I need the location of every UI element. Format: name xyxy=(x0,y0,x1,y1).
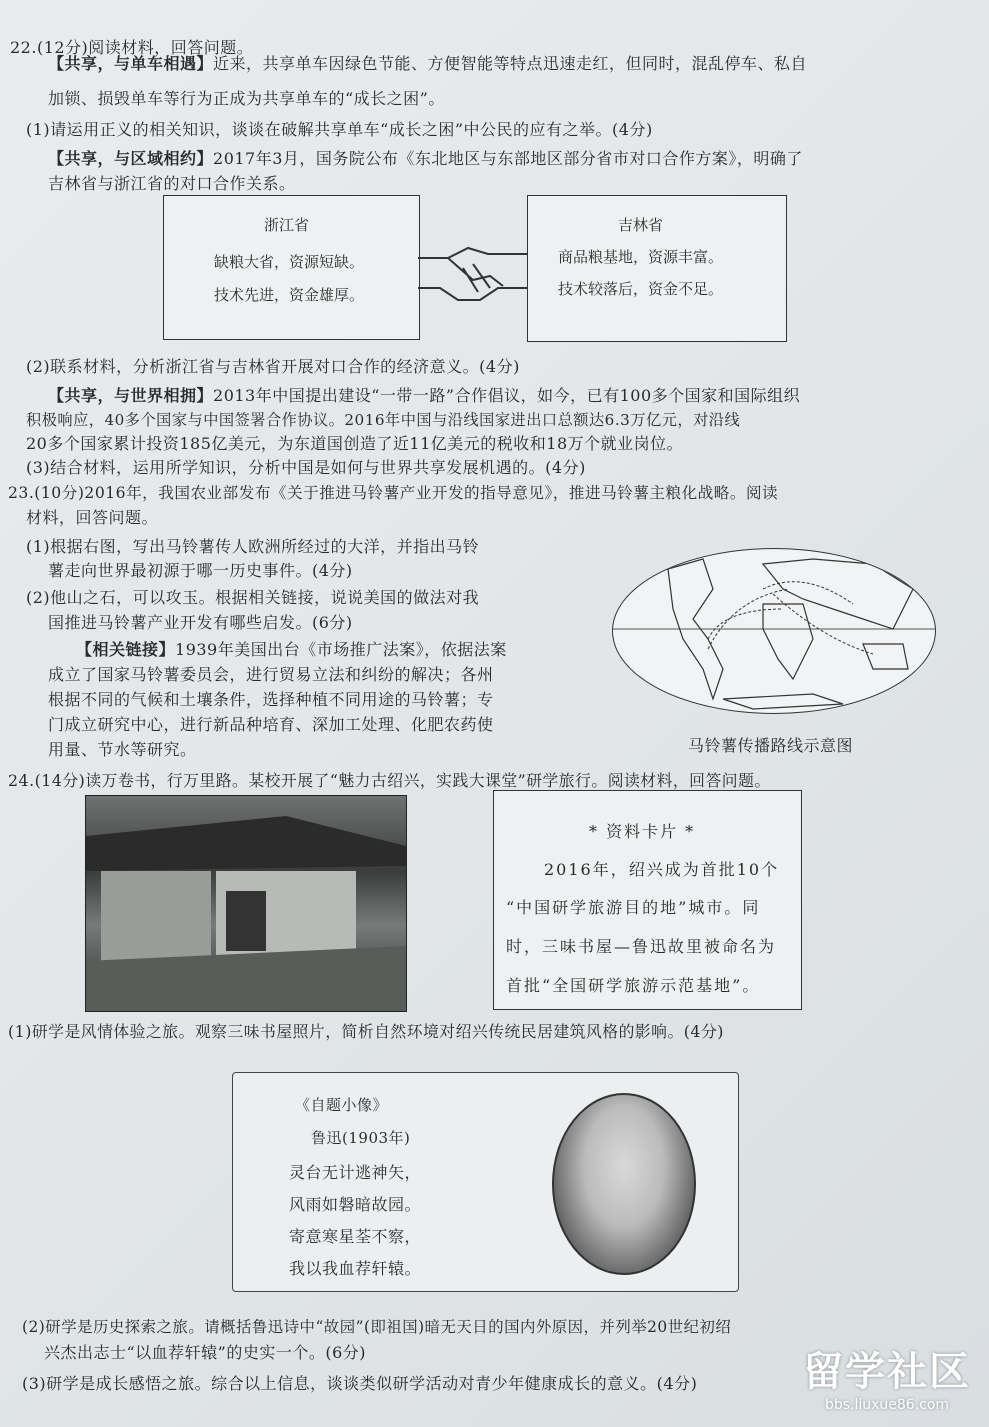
q22-material-2-line2: 吉林省与浙江省的对口合作关系。 xyxy=(48,174,296,193)
watermark-url: bbs.liuxue86.com xyxy=(824,1397,950,1413)
jilin-line1: 商品粮基地，资源丰富。 xyxy=(558,248,724,266)
card-line4: 首批“全国研学旅游示范基地”。 xyxy=(506,976,761,995)
q23-link-line2: 成立了国家马铃薯委员会，进行贸易立法和纠纷的解决；各州 xyxy=(48,665,494,684)
q23-link-line4: 门成立研究中心，进行新品种培育、深加工处理、化肥农药使 xyxy=(48,715,494,734)
q23-question-2: (2)他山之石，可以攻玉。根据相关链接，说说美国的做法对我 xyxy=(26,588,480,607)
q24-heading: 24.(14分)读万卷书，行万里路。某校开展了“魅力古绍兴，实践大课堂”研学旅行。阅读材料，回答问题。 xyxy=(8,771,771,790)
q23-link-line3: 根据不同的气候和土壤条件，选择种植不同用途的马铃薯；专 xyxy=(48,690,494,709)
q23-question-1: (1)根据右图，写出马铃薯传人欧洲所经过的大洋，并指出马铃 xyxy=(26,537,480,556)
q22-material-3-line3: 20多个国家累计投资185亿美元，为东道国创造了近11亿美元的税收和18万个就业岗位。 xyxy=(26,434,684,453)
card-line2: “中国研学旅游目的地”城市。同 xyxy=(506,898,761,917)
luxun-portrait xyxy=(552,1093,696,1275)
q24-question-1: (1)研学是风情体验之旅。观察三味书屋照片，简析自然环境对绍兴传统民居建筑风格的影响。(4分) xyxy=(8,1022,724,1041)
poem-author: 鲁迅(1903年) xyxy=(311,1129,411,1147)
q23-heading: 23.(10分)2016年，我国农业部发布《关于推进马铃薯产业开发的指导意见》，推进马铃薯主粮化战略。阅读 xyxy=(8,484,779,502)
q22-question-1: (1)请运用正义的相关知识，谈谈在破解共享单车“成长之困”中公民的应有之举。(4分) xyxy=(26,120,653,139)
jilin-box xyxy=(527,195,787,342)
q22-question-2: (2)联系材料，分析浙江省与吉林省开展对口合作的经济意义。(4分) xyxy=(26,357,520,376)
zhejiang-box xyxy=(163,195,420,340)
q22-material-3 xyxy=(48,386,800,406)
q24-question-2: (2)研学是历史探索之旅。请概括鲁迅诗中“故园”(即祖国)暗无天日的国内外原因，并列举20世纪初绍 xyxy=(22,1318,732,1336)
poem-line2: 风雨如磐暗故园。 xyxy=(289,1195,422,1214)
q22-material-1-line2: 加锁、损毁单车等行为正成为共享单车的“成长之困”。 xyxy=(48,89,445,108)
card-line1: 2016年，绍兴成为首批10个 xyxy=(544,860,780,879)
q23-heading-line2: 材料，回答问题。 xyxy=(26,508,159,527)
jilin-name: 吉林省 xyxy=(618,216,664,234)
zhejiang-line1: 缺粮大省，资源短缺。 xyxy=(214,253,365,271)
zhejiang-line2: 技术先进，资金雄厚。 xyxy=(214,286,365,304)
q23-question-1-line2: 薯走向世界最初源于哪一历史事件。(4分) xyxy=(48,561,353,580)
map-caption: 马铃薯传播路线示意图 xyxy=(688,736,854,755)
q22-material-3-line2: 积极响应，40多个国家与中国签署合作协议。2016年中国与沿线国家进出口总额达6.3万亿元，对沿线 xyxy=(26,411,741,429)
zhejiang-name: 浙江省 xyxy=(264,216,310,234)
sanwei-study-photo xyxy=(85,795,407,1012)
card-line3: 时，三味书屋—鲁迅故里被命名为 xyxy=(506,937,777,956)
material-title: 【共享，与单车相遇】 xyxy=(48,54,214,73)
watermark-logo: 留学社区 xyxy=(803,1349,971,1395)
q23-related-link xyxy=(76,640,507,660)
q23-question-2-line2: 国推进马铃薯产业开发有哪些启发。(6分) xyxy=(48,613,353,632)
q22-heading: 22.(12分)阅读材料，回答问题。 xyxy=(10,38,254,57)
q22-material-2 xyxy=(48,149,803,169)
material-text: 2017年3月，国务院公布《东北地区与东部地区部分省市对口合作方案》，明确了 xyxy=(213,149,803,168)
q22-question-3: (3)结合材料，运用所学知识，分析中国是如何与世界共享发展机遇的。(4分) xyxy=(26,458,586,477)
handshake-icon xyxy=(418,240,528,310)
q24-question-3: (3)研学是成长感悟之旅。综合以上信息，谈谈类似研学活动对青少年健康成长的意义。(4分) xyxy=(22,1374,698,1393)
watermark xyxy=(803,1340,971,1413)
q24-question-2-line2: 兴杰出志士“以血荐轩辕”的史实一个。(6分) xyxy=(44,1343,367,1362)
link-text: 1939年美国出台《市场推广法案》，依据法案 xyxy=(175,640,507,659)
world-map xyxy=(612,548,936,714)
card-title: * 资料卡片 * xyxy=(589,822,696,841)
potato-route-map-icon xyxy=(613,549,935,713)
jilin-line2: 技术较落后，资金不足。 xyxy=(558,280,724,298)
poem-line1: 灵台无计逃神矢， xyxy=(289,1163,422,1182)
info-card xyxy=(493,790,802,1010)
poem-title: 《自题小像》 xyxy=(295,1096,389,1114)
material-text: 2013年中国提出建设“一带一路”合作倡议，如今，已有100多个国家和国际组织 xyxy=(213,386,801,405)
q23-link-line5: 用量、节水等研究。 xyxy=(48,740,197,759)
material-text: 近来，共享单车因绿色节能、方便智能等特点迅速走红，但同时，混乱停车、私自 xyxy=(213,54,808,73)
material-title: 【共享，与区域相约】 xyxy=(48,149,214,168)
building-photo-icon xyxy=(86,796,406,1011)
material-title: 【共享，与世界相拥】 xyxy=(48,386,214,405)
poem-line3: 寄意寒星荃不察， xyxy=(289,1227,422,1246)
q22-material-1 xyxy=(48,54,807,74)
link-title: 【相关链接】 xyxy=(76,640,176,659)
poem-line4: 我以我血荐轩辕。 xyxy=(289,1259,422,1278)
